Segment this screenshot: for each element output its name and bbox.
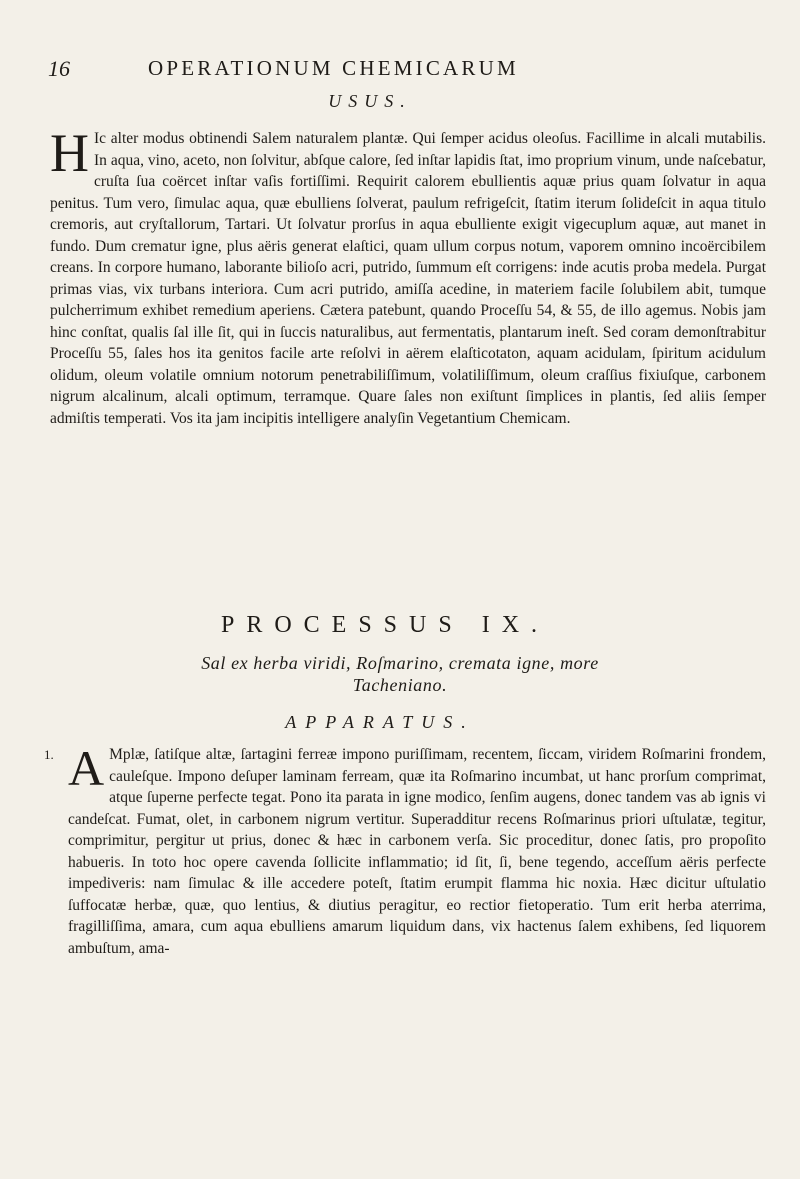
section-heading-usus: USUS. [328,91,412,111]
paragraph-text: Mplæ, ſatiſque altæ, ſartagini ferreæ impono puriſſimam, recentem, ſiccam, viridem Roſmarini frondem, cauleſque. Impono deſuper laminam ferream, quæ ita Roſmarino incumbat, ut hanc prorſum comprimat, atque ſuperne perfecte tegat. Pono ita parata in igne modico, ſenſim augens, donec tandem vas ab ignis vi candeſcat. Fumat, olet, in carbonem nigrum vertitur. Superadditur recens Roſmarinus priori uſtulatæ, tegitur, comprimitur, pergitur ut prius, donec & hæc in carbonem verſa. Sic proceditur, donec ſatis, pro propoſito habueris. In toto hoc opere cavenda ſollicite inflammatio; id ſit, ſi, bene tegendo, acceſſum aëris perfecte impediveris: nam ſimulac & ille accedere poteſt, ſtatim erumpit flamma hic noxia. Hæc dicitur uſtulatio ſuffocatæ herbæ, quæ, quo lentius, & diutius peragitur, eo rectior fietoperatio. Tum erit herba aterrima, fragilliſſima, amara, cum aqua ebulliens amarum liquidum dans, vix hactenus ſalem exhibens, ſed liquorem ambuſtum, ama- [68,746,766,957]
page-number: 16 [48,56,70,81]
paragraph-apparatus [44,740,766,959]
paragraph-number: 1. [44,747,54,762]
processus-subtitle [0,652,800,696]
running-head [48,56,768,82]
drop-cap: A [68,740,105,796]
subtitle-line: Tacheniano. [352,675,448,695]
drop-cap: H [50,123,89,183]
section-heading-apparatus: APPARATUS. [285,712,475,732]
subtitle-line: Sal ex herba viridi, Roſmarino, cremata igne, more [201,653,599,673]
processus-heading: PROCESSUS IX. [220,612,550,638]
running-title: OPERATIONUM CHEMICARUM [148,56,519,80]
paragraph-text: Ic alter modus obtinendi Salem naturalem plantæ. Qui ſemper acidus oleoſus. Facillime in alcali mutabilis. In aqua, vino, aceto, non ſolvitur, abſque calore, ſed inſtar lapidis ſtat, imo proprium vinum, unde naſcebatur, cruſta ſua coërcet inſtar vaſis fortiſſimi. Requirit calorem ebullientis aquæ prius quam ſolvatur in aqua penitus. Tum vero, ſimulac aqua, quæ ebulliens ſolverat, paulum refrigeſcit, ſtatim iterum ſolideſcit in aqua titulo cremoris, aut cryſtallorum, Tartari. Ut ſolvatur prorſus in aqua ebulliente exigit vigecuplum aquæ, aut manet in fundo. Dum crematur igne, plus aëris generat elaſtici, quam ullum corpus notum, vaporem omnino incoërcibilem creans. In corpore humano, laborante bilioſo acri, putrido, ſummum eſt corrigens: inde acutis proba medela. Purgat primas vias, vix turbans interiora. Cum acri putrido, amiſſa acedine, in materiem facile ſolubilem abit, tumque pulcherrimum exhibet remedium aperiens. Cætera patebunt, quando Proceſſu 54, & 55, de illo agemus. Nobis jam hinc conſtat, qualis ſal ille ſit, qui in ſuccis naturalibus, aut fermentatis, plantarum ineſt. Sed coram demonſtrabitur Proceſſu 55, ſales hos ita genitos facile arte reſolvi in aërem elaſticotaton, aquam acidulam, ſpiritum acidulum olidum, oleum volatile omnium notorum penetrabiliſſimum, volatiliſſimum, oleum craſſius fixiuſque, carbonem nigrum alcalinum, alcali optimum, terramque. Quare ſales non exiſtunt ſimplices in plantis, ſed aliis ſemper admiſtis temperati. Vos ita jam incipitis intelligere analyſin Vegetantium Chemicam. [50,130,766,427]
paragraph-usus [50,123,766,429]
